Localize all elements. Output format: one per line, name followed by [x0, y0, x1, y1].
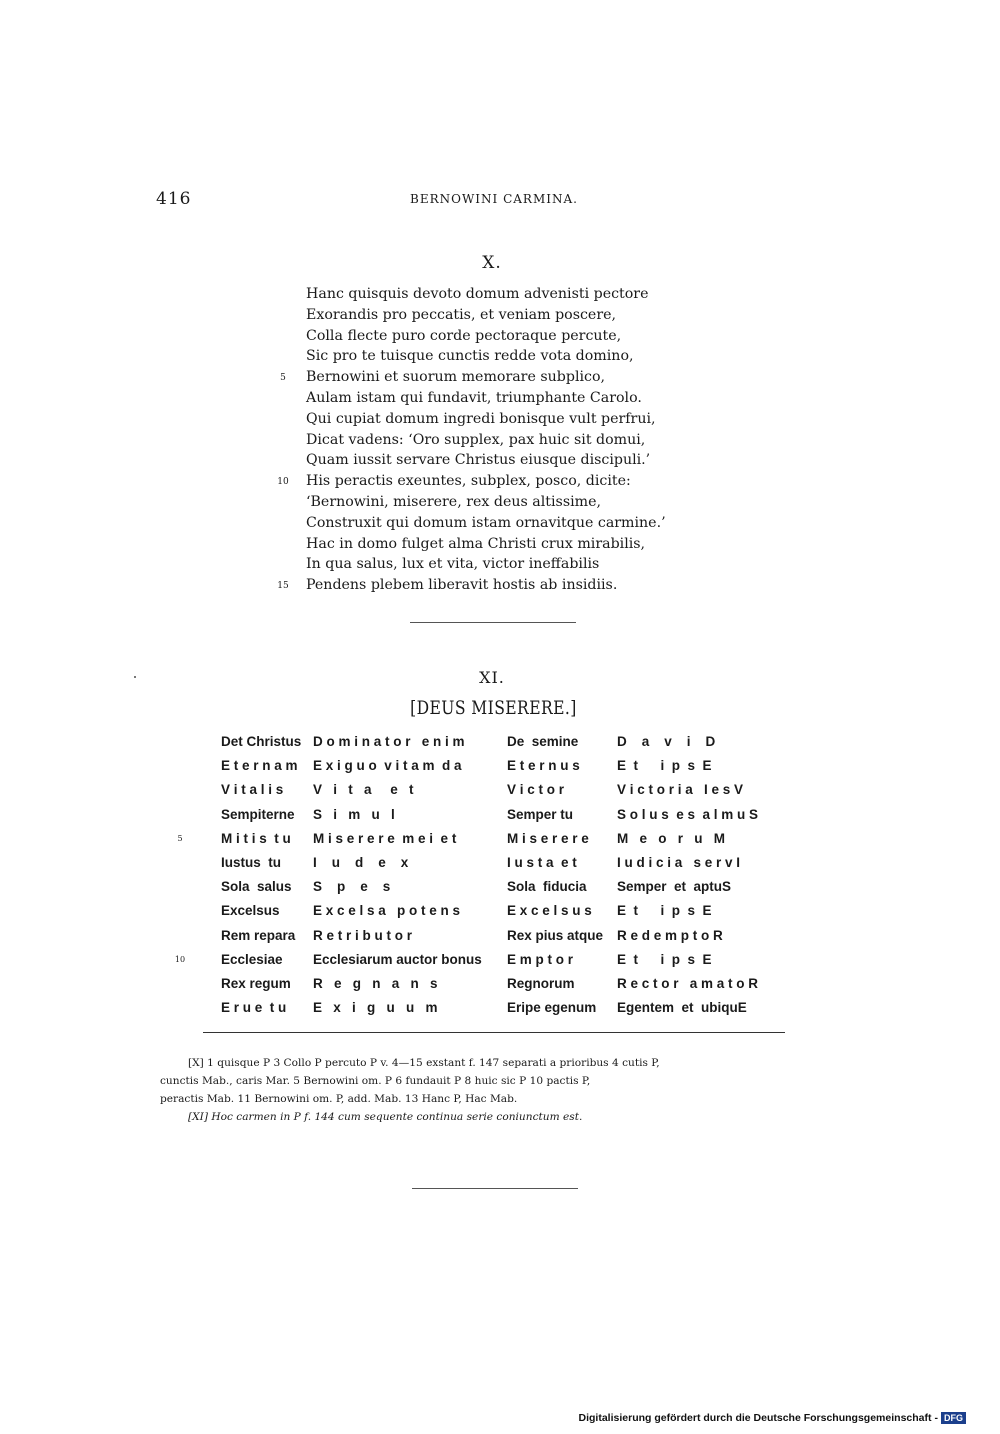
acrostic-cell: E t i p s E [617, 758, 712, 774]
poem-xi-subtitle: [DEUS MISERERE.] [410, 697, 577, 719]
acrostic-cell: Semper tu [507, 806, 574, 822]
acrostic-cell: Ecclesiarum auctor bonus [313, 951, 482, 967]
verse-text: Construxit qui domum istam ornavitque carmine.’ [306, 514, 666, 531]
acrostic-cell: E t i p s E [617, 951, 712, 967]
acrostic-cell: M i t i s t u [221, 830, 291, 846]
acrostic-cell: M i s e r e r e [507, 830, 589, 846]
acrostic-cell: Det Christus [221, 734, 302, 749]
verse-text: Sic pro te tuisque cunctis redde vota domino, [306, 348, 634, 365]
acrostic-cell: Sola salus [221, 879, 292, 895]
acrostic-cell: Ecclesiae [221, 951, 283, 967]
acrostic-cell: Egentem et ubiquE [617, 1000, 747, 1016]
poem-x-body [277, 284, 666, 596]
acrostic-cell: S o l u s e s a l m u S [617, 806, 759, 822]
verse-text: Aulam istam qui fundavit, triumphante Carolo. [306, 389, 642, 406]
acrostic-cell: M e o r u M [617, 830, 726, 846]
acrostic-cell: R e g n a n s [313, 975, 438, 991]
acrostic-cell: V i c t o r [507, 782, 565, 798]
poem-line [306, 492, 666, 513]
verse-text: In qua salus, lux et vita, victor ineffabilis [306, 556, 600, 573]
line-number: 5 [280, 373, 286, 384]
page-number: 416 [156, 189, 192, 209]
acrostic-cell: S i m u l [313, 806, 395, 822]
acrostic-cell: E x i g u o v i t a m d a [313, 758, 462, 774]
poem-line [306, 430, 666, 451]
note-line: peractis Mab. 11 Bernowini om. P, add. Mab. 13 Hanc P, Hac Mab. [160, 1093, 518, 1105]
line-number: 5 [177, 833, 183, 843]
acrostic-cell: Eripe egenum [507, 1000, 597, 1016]
acrostic-cell: V i c t o r i a I e s V [617, 782, 744, 798]
acrostic-cell: E x c e l s u s [507, 903, 592, 919]
acrostic-cell: Sempiterne [221, 806, 295, 822]
acrostic-cell: E x c e l s a p o t e n s [313, 903, 461, 919]
acrostic-cell: I u d e x [313, 854, 409, 870]
acrostic-cell: Semper et aptuS [617, 879, 732, 895]
verse-text: Pendens plebem liberavit hostis ab insidiis. [306, 577, 618, 594]
acrostic-cell: V i t a e t [313, 782, 414, 798]
poem-line [306, 388, 666, 409]
poem-line [306, 513, 666, 534]
verse-text: His peractis exeuntes, subplex, posco, dicite: [306, 473, 631, 490]
poem-x-title: X. [482, 253, 502, 273]
acrostic-cell: Sola fiducia [507, 879, 587, 895]
acrostic-cell: R e d e m p t o R [617, 927, 723, 943]
note-line: [XI] Hoc carmen in P f. 144 cum sequente continua serie coniunctum est. [188, 1111, 583, 1123]
line-number: 10 [277, 477, 289, 488]
acrostic-cell: Rex regum [221, 975, 291, 991]
note-line: cunctis Mab., caris Mar. 5 Bernowini om. P 6 fundauit P 8 huic sic P 10 pactis P, [160, 1075, 591, 1087]
acrostic-cell: D o m i n a t o r e n i m [313, 734, 465, 749]
dfg-logo: DFG [941, 1412, 966, 1424]
acrostic-cell: I u s t a e t [507, 854, 577, 870]
acrostic-cell: E r u e t u [221, 1000, 287, 1016]
acrostic-cell: R e t r i b u t o r [313, 927, 413, 943]
poem-line [277, 471, 666, 492]
poem-line [277, 575, 666, 596]
poem-xi-title: XI. [479, 668, 505, 687]
end-divider [412, 1188, 578, 1189]
section-divider [410, 622, 576, 623]
poem-line [306, 409, 666, 430]
acrostic-cell: E m p t o r [507, 951, 574, 967]
acrostic-cell: V i t a l i s [221, 782, 284, 798]
poem-line [306, 534, 666, 555]
acrostic-cell: Rem repara [221, 927, 296, 943]
poem-line [306, 326, 666, 347]
poem-line [306, 346, 666, 367]
poem-line [306, 554, 666, 575]
acrostic-cell: R e c t o r a m a t o R [617, 975, 759, 991]
verse-text: Qui cupiat domum ingredi bonisque vult perfrui, [306, 410, 656, 427]
critical-apparatus [160, 1054, 836, 1126]
credit-text: Digitalisierung gefördert durch die Deutsche Forschungsgemeinschaft [578, 1412, 932, 1424]
credit-separator: - [934, 1412, 938, 1424]
acrostic-cell: Iustus tu [221, 854, 281, 870]
running-title: BERNOWINI CARMINA. [410, 192, 578, 206]
acrostic-cell: I u d i c i a s e r v I [617, 854, 741, 870]
table-divider [203, 1032, 785, 1033]
note-line: [X] 1 quisque P 3 Collo P percuto P v. 4—15 exstant f. 147 separati a prioribus 4 cutis P, [188, 1057, 660, 1069]
poem-line [306, 450, 666, 471]
poem-line [280, 367, 666, 388]
verse-text: Dicat vadens: ‘Oro supplex, pax huic sit domui, [306, 431, 646, 448]
line-number: 15 [277, 581, 289, 592]
acrostic-cell: E x i g u u m [313, 1000, 438, 1016]
line-number: 10 [174, 954, 186, 964]
acrostic-cell: S p e s [313, 879, 391, 895]
acrostic-cell: De semine [507, 734, 579, 749]
verse-text: Quam iussit servare Christus eiusque discipuli.’ [306, 452, 651, 469]
verse-text: Colla flecte puro corde pectoraque percute, [306, 327, 622, 344]
verse-text: Exorandis pro peccatis, et veniam poscere, [306, 306, 617, 323]
verse-text: Hac in domo fulget alma Christi crux mirabilis, [306, 535, 646, 552]
poem-line [306, 284, 666, 305]
acrostic-cell: E t e r n u s [507, 758, 580, 774]
poem-line [306, 305, 666, 326]
digitization-credit [579, 1412, 966, 1424]
acrostic-cell: Rex pius atque [507, 927, 604, 943]
acrostic-cell: D a v i D [617, 734, 716, 749]
verse-text: Hanc quisquis devoto domum advenisti pectore [306, 286, 649, 302]
acrostic-cell: E t e r n a m [221, 758, 298, 774]
acrostic-cell: E t i p s E [617, 903, 712, 919]
acrostic-cell: M i s e r e r e m e i e t [313, 830, 457, 846]
verse-text: Bernowini et suorum memorare subplico, [306, 369, 606, 386]
acrostic-cell: Excelsus [221, 903, 280, 919]
acrostic-cell: Regnorum [507, 975, 575, 991]
verse-text: ‘Bernowini, miserere, rex deus altissime, [306, 493, 602, 510]
